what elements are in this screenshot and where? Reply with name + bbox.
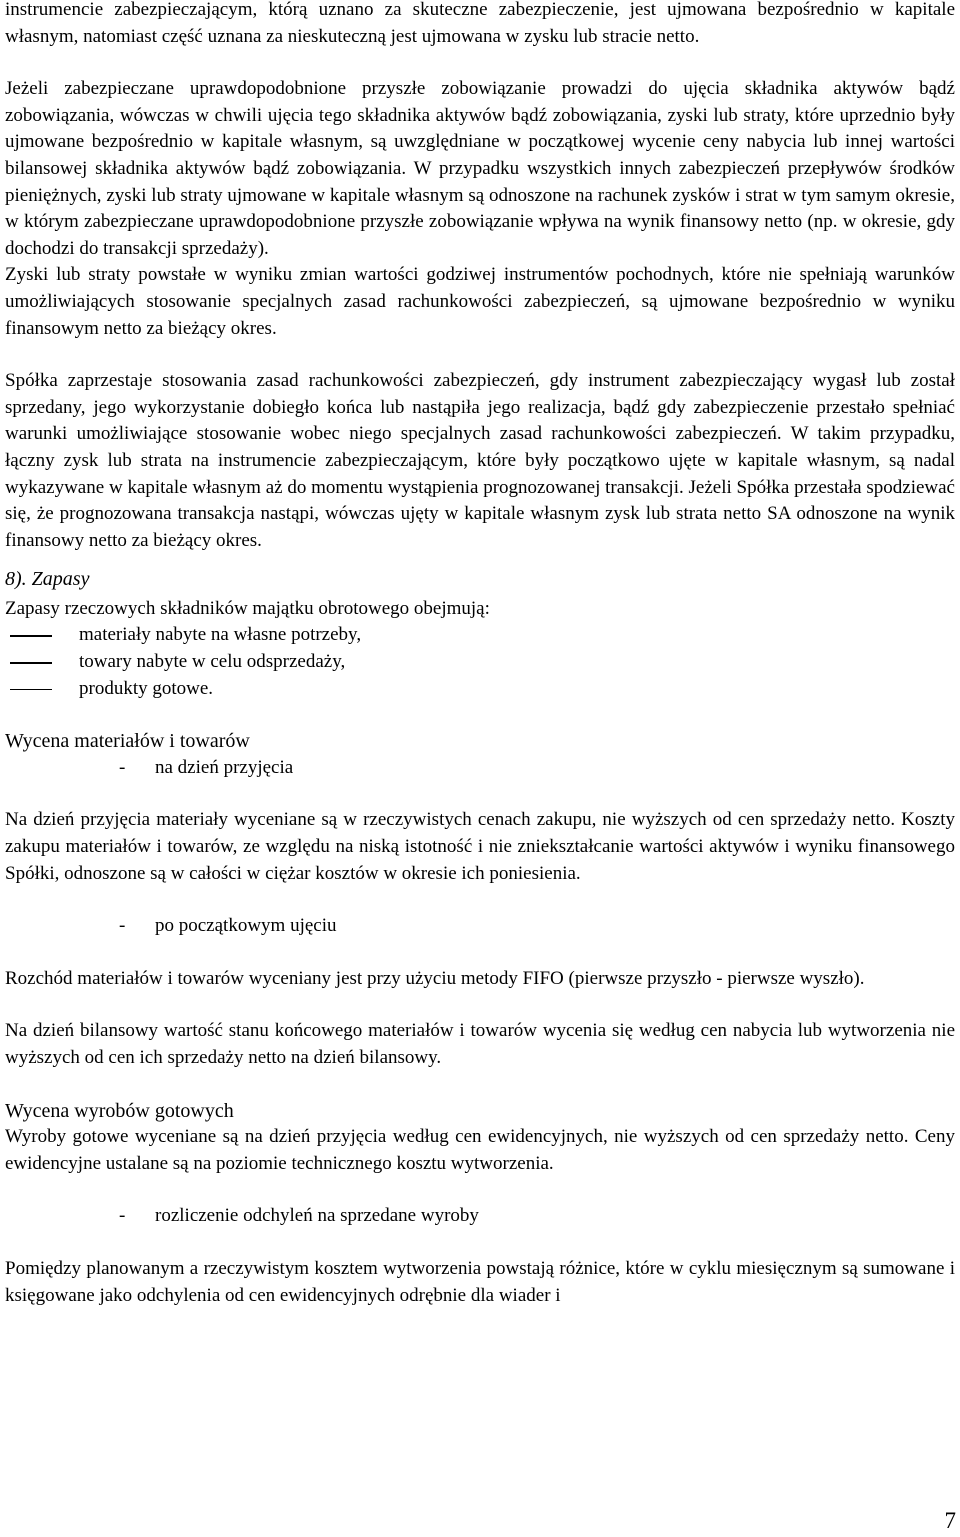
dash-bullet-icon <box>10 689 52 691</box>
zapasy-list <box>5 622 955 702</box>
subheading-na-dzien-przyjecia: - na dzień przyjęcia <box>119 756 294 778</box>
paragraph-hedge-discontinuation: Spółka zaprzestaje stosowania zasad rachunkowości zabezpieczeń, gdy instrument zabezpieczający wygasł lub został sprzedany, jego wykorzystanie dobiegło końca lub nastąpiła jego realizacja, bądź gdy zabezpieczenie przestało spełniać warunki umożliwiające stosowanie wobec niego specjalnych zasad rachunkowości zabezpieczeń. W takim przypadku, łączny zysk lub strata na instrumencie zabezpieczającym, które były początkowo ujęte w kapitale własnym, są nadal wykazywane w kapitale własnym aż do momentu wystąpienia prognozowanej transakcji. Jeżeli Spółka przestała spodziewać się, że prognozowana transakcja nastąpi, wówczas ujęty w kapitale własnym zysk lub strata netto SA odnoszone na wynik finansowy netto za bieżący okres. <box>5 370 955 551</box>
paragraph-dzien-bilansowy: Na dzień bilansowy wartość stanu końcowego materiałów i towarów wycenia się według cen nabycia lub wytworzenia nie wyższych od cen ich sprzedaży netto na dzień bilansowy. <box>5 1020 955 1068</box>
subheading-rozliczenie-odchylen: - rozliczenie odchyleń na sprzedane wyroby <box>119 1205 479 1227</box>
paragraph-derivatives-gains: Zyski lub straty powstałe w wyniku zmian wartości godziwej instrumentów pochodnych, które nie spełniają warunków umożliwiających stosowanie specjalnych zasad rachunkowości zabezpieczeń, są ujmowane bezpośrednio w wyniku finansowym netto za bieżący okres. <box>5 264 955 339</box>
subheading-po-poczatkowym-ujeciu: - po początkowym ujęciu <box>119 915 337 937</box>
paragraph-materialy-przyjecie: Na dzień przyjęcia materiały wyceniane są w rzeczywistych cenach zakupu, nie wyższych od cen sprzedaży netto. Koszty zakupu materiałów i towarów, ze względu na niską istotność i nie zniekształcanie wartości aktywów i wyniku finansowego Spółki, odnoszone są w całości w ciężar kosztów w okresie ich poniesienia. <box>5 809 955 884</box>
paragraph-hedge-effective: instrumencie zabezpieczającym, którą uznano za skuteczne zabezpieczenie, jest ujmowana bezpośrednio w kapitale własnym, natomiast część uznana za nieskuteczną jest ujmowana w zysku lub stracie netto. <box>5 0 955 47</box>
dash-bullet-icon <box>10 635 52 637</box>
zapasy-intro: Zapasy rzeczowych składników majątku obrotowego obejmują: <box>5 597 490 619</box>
page-number: 7 <box>944 1508 956 1533</box>
dash-bullet-icon <box>10 662 52 664</box>
list-item: produkty gotowe. <box>5 676 955 703</box>
section-heading-materialy: Wycena materiałów i towarów <box>5 730 250 753</box>
section-heading-wyroby: Wycena wyrobów gotowych <box>5 1099 234 1122</box>
paragraph-wyroby-gotowe: Wyroby gotowe wyceniane są na dzień przyjęcia według cen ewidencyjnych, nie wyższych od cen sprzedaży netto. Ceny ewidencyjne ustalane są na poziomie technicznego kosztu wytworzenia. <box>5 1126 955 1174</box>
list-item: towary nabyte w celu odsprzedaży, <box>5 649 955 676</box>
list-item: materiały nabyte na własne potrzeby, <box>5 622 955 649</box>
document-page <box>5 0 955 1309</box>
paragraph-rozchod-fifo: Rozchód materiałów i towarów wyceniany jest przy użyciu metody FIFO (pierwsze przyszło - pierwsze wyszło). <box>5 967 865 989</box>
section-heading-zapasy: 8). Zapasy <box>5 568 90 591</box>
paragraph-hedge-future-commitment: Jeżeli zabezpieczane uprawdopodobnione przyszłe zobowiązanie prowadzi do ujęcia składnika aktywów bądź zobowiązania, wówczas w chwili ujęcia tego składnika aktywów bądź zobowiązania, zyski lub straty, które uprzednio były ujmowane bezpośrednio w kapitale własnym, są uwzględniane w początkowej wycenie ceny nabycia lub innej wartości bilansowej składnika aktywów bądź zobowiązania. W przypadku wszystkich innych zabezpieczeń przepływów środków pieniężnych, zyski lub straty ujmowane w kapitale własnym są odnoszone na rachunek zysków i strat w tym samym okresie, w którym zabezpieczane uprawdopodobnione przyszłe zobowiązanie wpływa na wynik finansowy netto (np. w okresie, gdy dochodzi do transakcji sprzedaży). <box>5 78 955 259</box>
paragraph-odchylenia: Pomiędzy planowanym a rzeczywistym kosztem wytworzenia powstają różnice, które w cyklu miesięcznym są sumowane i księgowane jako odchylenia od cen ewidencyjnych odrębnie dla wiader i <box>5 1257 955 1306</box>
